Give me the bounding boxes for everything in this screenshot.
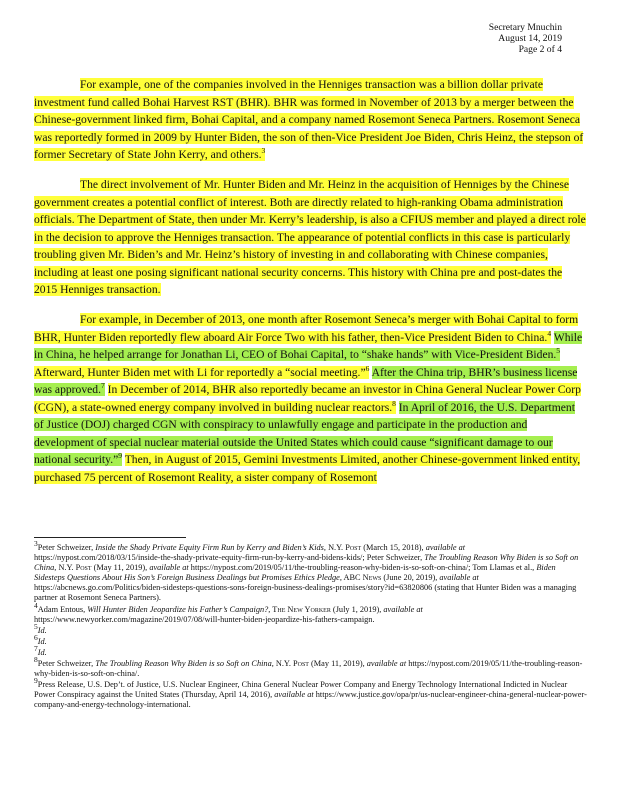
- footnotes: [34, 539, 588, 712]
- footnote-7: $^7$Id.: [34, 644, 47, 657]
- footnote-ref-9: 9: [118, 451, 122, 461]
- highlight-yellow: [34, 313, 578, 344]
- highlight-yellow: [34, 78, 583, 161]
- header-recipient: Secretary Mnuchin: [488, 22, 562, 33]
- footnote-9: $^9$Press Release, U.S. Dep’t. of Justice, U.S. Nuclear Engineer, China General Nuclear Power Company and Energy Technology International Indicted in Nuclear Power Conspiracy against the United States (Thursday, April 14, 2016), available at https://www.justice.gov/opa/pr/us-nuclear-engineer-china-general-nuclear-power-company-and-energy-technology-international.: [34, 676, 587, 710]
- footnote-ref-8: 8: [392, 398, 396, 408]
- sentence-6: In April of 2016, the U.S. Department of Justice (DOJ) charged CGN with conspiracy to unlawfully engage and participate in the production and development of special nuclear material outside the United States which could cause “significant damage to our national security.”: [34, 400, 575, 466]
- paragraph-1-text: For example, one of the companies involved in the Henniges transaction was a billion dollar private investment fund called Bohai Harvest RST (BHR). BHR was formed in November of 2013 by a merger between the Chinese-government linked firm, Bohai Capital, and a company named Rosemont Seneca Partners. Rosemont Seneca was reportedly formed in 2009 by Hunter Biden, the son of then-Vice President Joe Biden, Chris Heinz, the stepson of former Secretary of State John Kerry, and others.: [34, 78, 584, 161]
- footnote-divider: [34, 537, 186, 538]
- header-date: August 14, 2019: [498, 33, 562, 45]
- letter-body: [34, 76, 586, 499]
- sentence-4: After the China trip, BHR’s business license was approved.: [34, 365, 578, 396]
- paragraph-2: [34, 176, 586, 299]
- header-page-number: Page 2 of 4: [518, 44, 562, 56]
- sentence-3: Afterward, Hunter Biden met with Li for reportedly a “social meeting.”: [34, 365, 366, 379]
- paragraph-1: [34, 76, 586, 164]
- page-header: [489, 22, 562, 56]
- footnote-5: $^5$Id.: [34, 621, 47, 635]
- footnote-6: $^6$Id.: [34, 633, 47, 646]
- paragraph-3: [34, 311, 586, 486]
- footnote-ref-3: 3: [261, 146, 266, 156]
- footnote-ref-6: 6: [365, 363, 370, 373]
- footnote-3: $^3$Peter Schweizer, Inside the Shady Private Equity Firm Run by Kerry and Biden’s Kids, N.Y. Post (March 15, 2018), available at https://nypost.com/2018/03/15/inside-the-shady-private-equity-firm-run-by-kerry-and-bidens-kids/; Peter Schweizer, The Troubling Reason Why Biden is so Soft on China, N.Y. Post (May 11, 2019), available at https://nypost.com/2019/05/11/the-troubling-reason-why-biden-is-so-soft-on-china/; Tom Llamas et al., Biden Sidesteps Questions About His Son’s Foreign Business Dealings but Promises Ethics Pledge, ABC News (June 20, 2019), available at https://abcnews.go.com/Politics/biden-sidesteps-questions-sons-foreign-business-dealings-promises/story?id=63820806 (stating that Hunter Biden was a managing partner at Rosemont Seneca Partners).: [34, 539, 579, 603]
- footnote-ref-7: 7: [100, 381, 105, 391]
- sentence-1: For example, in December of 2013, one month after Rosemont Seneca’s merger with Bohai Capital to form BHR, Hunter Biden reportedly flew aboard Air Force Two with his father, then-Vice President Biden to China.: [34, 313, 579, 344]
- footnote-ref-5: 5: [556, 346, 561, 356]
- highlight-yellow: The direct involvement of Mr. Hunter Biden and Mr. Heinz in the acquisition of Henniges by the Chinese government creates a potential conflict of interest. Both are directly related to high-ranking Obama administration officials. The Department of State, then under Mr. Kerry’s leadership, is also a CFIUS member and played a direct role in the decision to approve the Henniges transaction. The appearance of potential conflicts in this case is particularly troubling given Mr. Biden’s and Mr. Heinz’s history of investing in and collaborating with Chinese companies, including at least one posing significant national security concerns. This history with China pre and post-dates the 2015 Henniges transaction.: [34, 178, 586, 296]
- footnote-4: $^4$Adam Entous, Will Hunter Biden Jeopardize his Father’s Campaign?, The New Yorker (July 1, 2019), available at https://www.newyorker.com/magazine/2019/07/08/will-hunter-biden-jeopardize-his-fathers-campaign.: [34, 600, 423, 624]
- footnote-ref-4: 4: [547, 328, 552, 338]
- sentence-7: Then, in August of 2015, Gemini Investments Limited, another Chinese-government linked entity, purchased 75 percent of Rosemont Reality, a sister company of Rosemont: [34, 453, 581, 484]
- sentence-2: While in China, he helped arrange for Jonathan Li, CEO of Bohai Capital, to “shake hands” with Vice-President Biden.: [34, 330, 583, 361]
- sentence-5: In December of 2014, BHR also reportedly became an investor in China General Nuclear Power Corp (CGN), a state-owned energy company involved in building nuclear reactors.: [34, 383, 581, 414]
- footnote-8: $^8$Peter Schweizer, The Troubling Reason Why Biden is so Soft on China, N.Y. Post (May 11, 2019), available at https://nypost.com/2019/05/11/the-troubling-reason-why-biden-is-so-soft-on-china/.: [34, 655, 583, 679]
- highlight-yellow: [34, 363, 370, 379]
